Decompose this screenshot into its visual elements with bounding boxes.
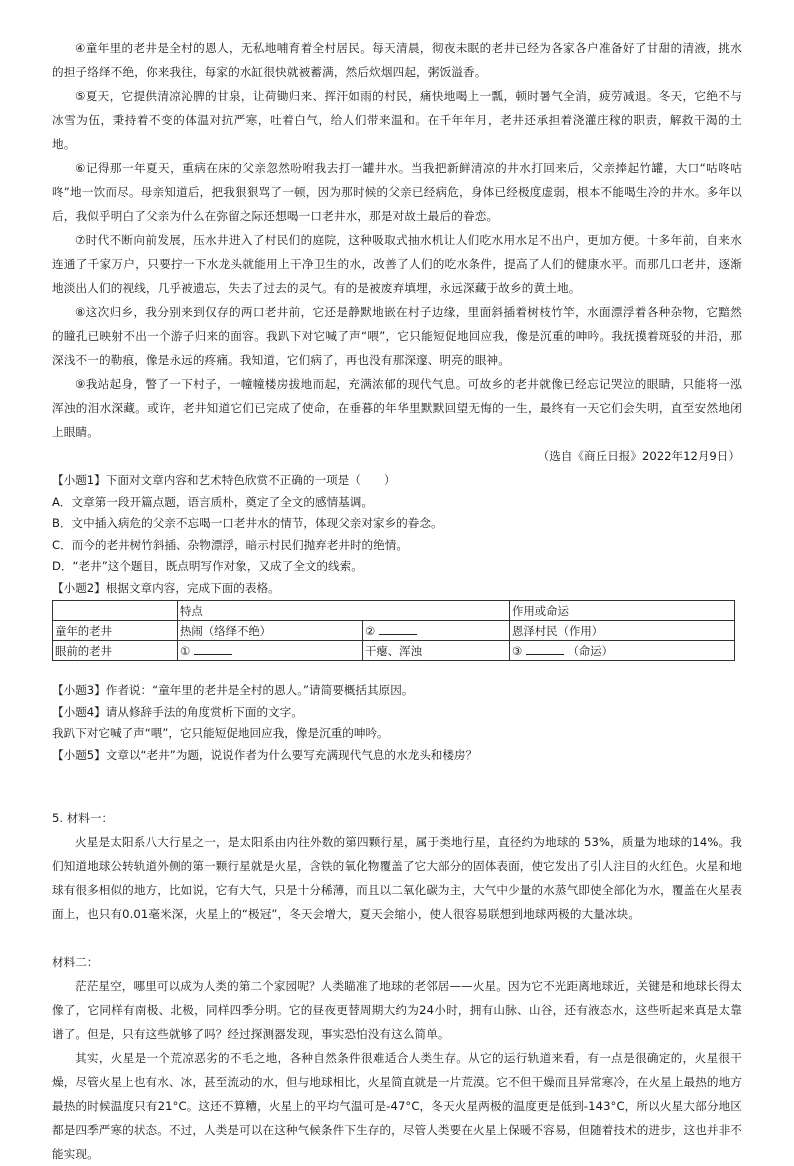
answer-blank[interactable] xyxy=(194,643,232,655)
question-1-option-c: C．而今的老井树竹斜插、杂物漂浮，暗示村民们抛弃老井时的绝情。 xyxy=(52,537,408,552)
material-1: 火星是太阳系八大行星之一，是太阳系由内往外数的第四颗行星，属于类地行星，直径约为地球的 53%，质量为地球的14%。我们知道地球公转轨道外侧的第一颗行星就是火星，含铁的氧化物覆盖了它大部分的固体表面，使它发出了引人注目的火红色。火星和地球有很多相似的地方，比如说，它有大气，只是十分稀薄，而且以二氧化碳为主，大气中少量的水蒸气即使全部化为水，覆盖在火星表面上，也只有0.01毫米深，火星上的“极冠”，冬天会增大，夏天会缩小，使人很容易联想到地球两极的大量冰块。 xyxy=(52,835,742,921)
question-1-stem: 【小题1】下面对文章内容和艺术特色欣赏不正确的一项是（ ） xyxy=(52,473,396,487)
question-4: 【小题4】请从修辞手法的角度赏析下面的文字。 xyxy=(52,704,303,719)
paragraph-6: ⑥记得那一年夏天，重病在床的父亲忽然吩咐我去打一罐井水。当我把新鲜清凉的井水打回来后，父亲捧起竹罐，大口“咕咚咕咚”地一饮而尽。母亲知道后，把我狠狠骂了一顿，因为那时候的父亲已经病危，身体已经极度虚弱，根本不能喝生冷的井水。多年以后，我似乎明白了父亲为什么在弥留之际还想喝一口老井水，那是对故土最后的眷恋。 xyxy=(52,161,742,223)
answer-table xyxy=(52,600,735,661)
table-row xyxy=(53,621,735,641)
question-2-stem: 【小题2】根据文章内容，完成下面的表格。 xyxy=(52,580,280,595)
paragraph-8: ⑧这次归乡，我分别来到仅存的两口老井前，它还是静默地嵌在村子边缘，里面斜插着树枝竹竿，水面漂浮着各种杂物，它黯然的瞳孔已映射不出一个游子归来的面容。我趴下对它喊了声“喂”，它只能短促地回应我，像是沉重的呻吟。我抚摸着斑驳的井沿，那深浅不一的勒痕，像是永远的疼痛。我知道，它们病了，再也没有那深邃、明亮的眼神。 xyxy=(52,305,742,367)
table-cell-blank[interactable] xyxy=(510,641,735,661)
paragraph-9: ⑨我站起身，瞥了一下村子，一幢幢楼房拔地而起，充满浓郁的现代气息。可故乡的老井就像已经忘记哭泣的眼睛，只能将一泓浑浊的泪水深藏。或许，老井知道它们已完成了使命，在垂暮的年华里默默回望无悔的一生，最终有一天它们会失明，直至安然地闭上眼睛。 xyxy=(52,377,742,439)
paragraph-4: ④童年里的老井是全村的恩人，无私地哺育着全村居民。每天清晨，彻夜未眠的老井已经为各家各户准备好了甘甜的清液，挑水的担子络绎不绝，你来我往，每家的水缸很快就被蓄满，然后炊烟四起，粥饭溢香。 xyxy=(52,41,742,79)
material-2-paragraph: 茫茫星空，哪里可以成为人类的第二个家园呢？人类瞄准了地球的老邻居——火星。因为它不光距离地球近，关键是和地球长得太像了，它同样有南极、北极，同样四季分明。它的昼夜更替周期大约为24小时，拥有山脉、山谷，还有液态水，这些听起来真是太靠谱了。但是，只有这些就够了吗？经过探测器发现，事实恐怕没有这么简单。 xyxy=(52,979,742,1041)
blank-suffix: （命运） xyxy=(567,643,614,658)
table-cell: 恩泽村民（作用） xyxy=(510,621,735,641)
article-body xyxy=(52,36,742,468)
table-cell: 干瘪、浑浊 xyxy=(363,641,510,661)
table-row xyxy=(53,641,735,661)
table-cell: 热闹（络绎不绝） xyxy=(178,621,363,641)
table-cell xyxy=(53,601,178,621)
blank-number: ③ xyxy=(512,643,523,658)
questions-block xyxy=(52,470,742,766)
question-3: 【小题3】作者说：“童年里的老井是全村的恩人。”请简要概括其原因。 xyxy=(52,683,414,697)
blank-number: ① xyxy=(180,643,191,658)
table-row-label: 童年的老井 xyxy=(53,621,178,641)
table-row xyxy=(53,601,735,621)
section-5 xyxy=(52,806,742,1166)
question-1-option-b: B．文中插入病危的父亲不忘喝一口老井水的情节，体现父亲对家乡的眷念。 xyxy=(52,516,443,530)
blank-number: ② xyxy=(365,623,376,638)
answer-blank[interactable] xyxy=(526,643,564,655)
material-2-paragraph: 其实，火星是一个荒凉恶劣的不毛之地，各种自然条件很难适合人类生存。从它的运行轨道来看，有一点是很确定的，火星很干燥，尽管火星上也有水、冰，甚至流动的水，但与地球相比，火星简直就是一片荒漠。它不但干燥而且异常寒冷，在火星上最热的地方最热的时候温度只有21°C。这还不算糟，火星上的平均气温可是-47°C，冬天火星两极的温度更是低到-143°C，所以火星大部分地区都是四季严寒的状态。不过，人类是可以在这种气候条件下生存的，尽管人类要在火星上保暖不容易，但随着技术的进步，这也并非不能实现。 xyxy=(52,1051,742,1161)
table-header-role: 作用或命运 xyxy=(510,601,735,621)
document-page xyxy=(52,36,742,1166)
table-cell-blank[interactable] xyxy=(178,641,363,661)
table-row-label: 眼前的老井 xyxy=(53,641,178,661)
question-5: 【小题5】文章以“老井”为题，说说作者为什么要写充满现代气息的水龙头和楼房？ xyxy=(52,747,478,762)
article-source: （选自《商丘日报》2022年12月9日） xyxy=(537,449,740,463)
section-5-heading: 5. 材料一： xyxy=(52,811,114,825)
paragraph-7: ⑦时代不断向前发展，压水井进入了村民们的庭院，这种吸取式抽水机让人们吃水用水足不出户，更加方便。十多年前，自来水连通了千家万户，只要拧一下水龙头就能用上干净卫生的水，改善了人们的吃水条件，提高了人们的健康水平。而那几口老井，逐渐地淡出人们的视线，几乎被遗忘，失去了过去的灵气。有的是被废弃填埋，永远深藏于故乡的黄土地。 xyxy=(52,233,742,295)
material-2-heading: 材料二： xyxy=(52,955,99,969)
question-1-option-a: A．文章第一段开篇点题，语言质朴，奠定了全文的感情基调。 xyxy=(52,494,373,509)
question-4-quote: 我趴下对它喊了声“喂”，它只能短促地回应我，像是沉重的呻吟。 xyxy=(52,726,389,740)
answer-blank[interactable] xyxy=(379,623,417,635)
question-1-option-d: D．“老井”这个题目，既点明写作对象，又成了全文的线索。 xyxy=(52,559,363,573)
paragraph-5: ⑤夏天，它提供清凉沁脾的甘泉，让荷锄归来、挥汗如雨的村民，痛快地喝上一瓢，顿时暑气全消，疲劳减退。冬天，它绝不与冰雪为伍，秉持着不变的体温对抗严寒，吐着白气，给人们带来温和。在千年年月，老井还承担着浇灌庄稼的职责，解救干渴的土地。 xyxy=(52,89,742,151)
table-header-features: 特点 xyxy=(178,601,510,621)
table-cell-blank[interactable] xyxy=(363,621,510,641)
